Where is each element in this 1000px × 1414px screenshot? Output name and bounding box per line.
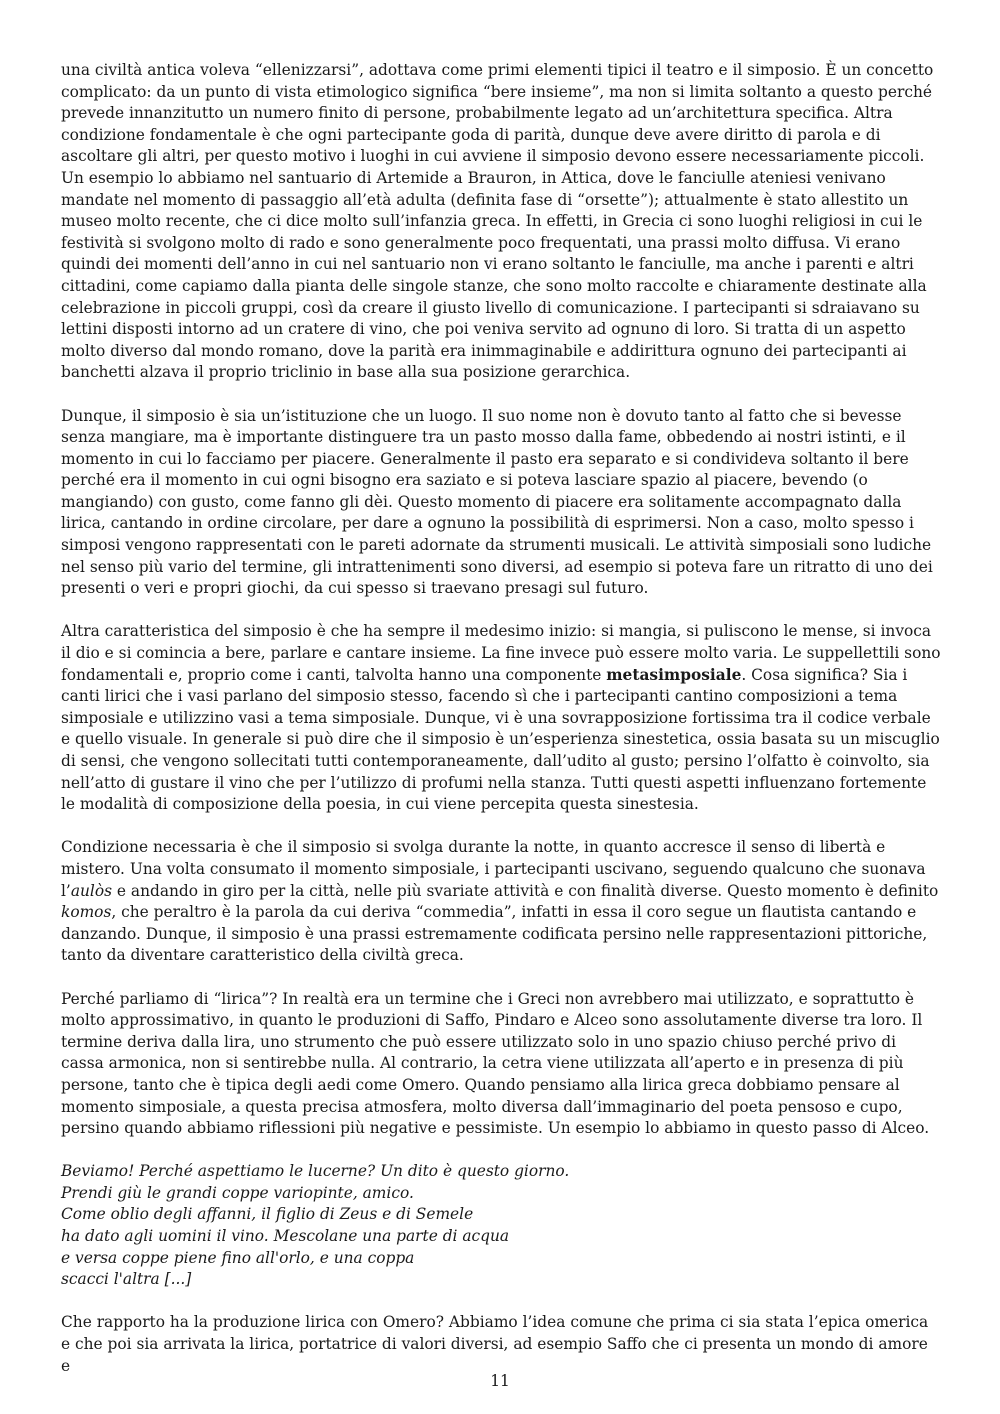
verse-line: e versa coppe piene fino all'orlo, e una coppa: [61, 1248, 415, 1267]
verse-line: Prendi giù le grandi coppe variopinte, amico.: [61, 1183, 414, 1202]
page-number: 11: [490, 1372, 510, 1390]
italic-term: komos: [61, 903, 112, 922]
paragraph-metasimposiale: [61, 621, 941, 815]
paragraph-istituzione-luogo: Dunque, il simposio è sia un’istituzione che un luogo. Il suo nome non è dovuto tanto al fatto che si bevesse senza mangiare, ma è importante distinguere tra un pasto mosso dalla fame, obbedendo ai nostri istinti, e il momento in cui lo facciamo per piacere. Generalmente il pasto era separato e si condivideva soltanto il bere perché era il momento in cui ogni bisogno era saziato e si poteva lasciare spazio al piacere, bevendo (o mangiando) con gusto, come fanno gli dèi. Questo momento di piacere era solitamente accompagnato dalla lirica, cantando in ordine circolare, per dare a ognuno la possibilità di esprimersi. Non a caso, molto spesso i simposi vengono rappresentati con le pareti adornate da strumenti musicali. Le attività simposiali sono ludiche nel senso più vario del termine, gli intrattenimenti sono diversi, ad esempio si poteva fare un ritratto di uno dei presenti o veri e propri giochi, da cui spesso si traevano presagi sul futuro.: [61, 406, 933, 598]
paragraph-lirica: Perché parliamo di “lirica”? In realtà era un termine che i Greci non avrebbero mai utilizzato, e soprattutto è molto approssimativo, in quanto le produzioni di Saffo, Pindaro e Alceo sono assolutamente diverse tra loro. Il termine deriva dalla lira, uno strumento che può essere utilizzato solo in uno spazio chiuso perché privo di cassa armonica, non si sentirebbe nulla. Al contrario, la cetra viene utilizzata all’aperto e in presenza di più persone, tanto che è tipica degli aedi come Omero. Quando pensiamo alla lirica greca dobbiamo pensare al momento simposiale, a questa precisa atmosfera, molto diversa dall’immaginario del poeta pensoso e cupo, persino quando abbiamo riflessioni più negative e pessimiste. Un esempio lo abbiamo in questo passo di Alceo.: [61, 989, 930, 1138]
verse-line: Come oblio degli affanni, il figlio di Zeus e di Semele: [61, 1205, 474, 1224]
verse-line: Beviamo! Perché aspettiamo le lucerne? Un dito è questo giorno.: [61, 1162, 570, 1181]
verse-line: scacci l'altra [...]: [61, 1270, 192, 1289]
text-segment: e andando in giro per la città, nelle più svariate attività e con finalità diverse. Questo momento è definito: [112, 881, 939, 900]
text-segment: , che peraltro è la parola da cui deriva “commedia”, infatti in essa il coro segue un flautista cantando e danzando. Dunque, il simposio è una prassi estremamente codificata persino nelle rappresentazioni pittoriche, tanto da diventare caratteristico della civiltà greca.: [61, 903, 928, 965]
bold-term: metasimposiale: [606, 665, 742, 684]
verse-line: ha dato agli uomini il vino. Mescolane una parte di acqua: [61, 1227, 510, 1246]
paragraph-komos: [61, 837, 941, 967]
text-segment: . Cosa significa? Sia i canti lirici che i vasi parlano del simposio stesso, facendo sì che i partecipanti cantino composizioni a tema simposiale e utilizzino vasi a tema simposiale. Dunque, vi è una sovrapposizione fortissima tra il codice verbale e quello visuale. In generale si può dire che il simposio è un’esperienza sinestetica, ossia basata su un miscuglio di sensi, che vengono sollecitati tutti contemporaneamente, dall’udito al gusto; persino l’olfatto è coinvolto, sia nell’atto di gustare il vino che per l’utilizzo di profumi nella stanza. Tutti questi aspetti influenzano fortemente le modalità di composizione della poesia, in cui viene percepita questa sinestesia.: [61, 665, 940, 814]
text-segment: Condizione necessaria è che il simposio si svolga durante la notte, in quanto accresce il senso di libertà e mistero. Una volta consumato il momento simposiale, i partecipanti uscivano, seguendo qualcuno che suonava l’: [61, 838, 926, 900]
document-page: [61, 60, 941, 1399]
text-segment: Altra caratteristica del simposio è che ha sempre il medesimo inizio: si mangia, si puliscono le mense, si invoca il dio e si comincia a bere, parlare e cantare insieme. La fine invece può essere molto varia. Le suppellettili sono fondamentali e, proprio come i canti, talvolta hanno una componente: [61, 622, 941, 684]
paragraph-omero: Che rapporto ha la produzione lirica con Omero? Abbiamo l’idea comune che prima ci sia stata l’epica omerica e che poi sia arrivata la lirica, portatrice di valori diversi, ad esempio Saffo che ci presenta un mondo di amore e: [61, 1313, 929, 1375]
italic-term: aulòs: [70, 881, 113, 900]
paragraph-simposio-intro: una civiltà antica voleva “ellenizzarsi”, adottava come primi elementi tipici il teatro e il simposio. È un concetto complicato: da un punto di vista etimologico significa “bere insieme”, ma non si limita soltanto a questo perché prevede innanzitutto un numero finito di persone, probabilmente legato ad un’architettura specifica. Altra condizione fondamentale è che ogni partecipante goda di parità, dunque deve avere diritto di parola e di ascoltare gli altri, per questo motivo i luoghi in cui avviene il simposio devono essere necessariamente piccoli. Un esempio lo abbiamo nel santuario di Artemide a Brauron, in Attica, dove le fanciulle ateniesi venivano mandate nel momento di passaggio all’età adulta (definita fase di “orsette”); attualmente è stato allestito un museo molto recente, che ci dice molto sull’infanzia greca. In effetti, in Grecia ci sono luoghi religiosi in cui le festività si svolgono molto di rado e sono generalmente poco frequentati, una prassi molto diffusa. Vi erano quindi dei momenti dell’anno in cui nel santuario non vi erano soltanto le fanciulle, ma anche i parenti e altri cittadini, come capiamo dalla pianta delle singole stanze, che sono molto raccolte e chiaramente destinate alla celebrazione in piccoli gruppi, così da creare il giusto livello di comunicazione. I partecipanti si sdraiavano su lettini disposti intorno ad un cratere di vino, che poi veniva servito ad ognuno di loro. Si tratta di un aspetto molto diverso dal mondo romano, dove la parità era inimmaginabile e addirittura ognuno dei partecipanti ai banchetti alzava il proprio triclinio in base alla sua posizione gerarchica.: [61, 61, 934, 382]
alceo-verse-quote: [61, 1161, 941, 1291]
